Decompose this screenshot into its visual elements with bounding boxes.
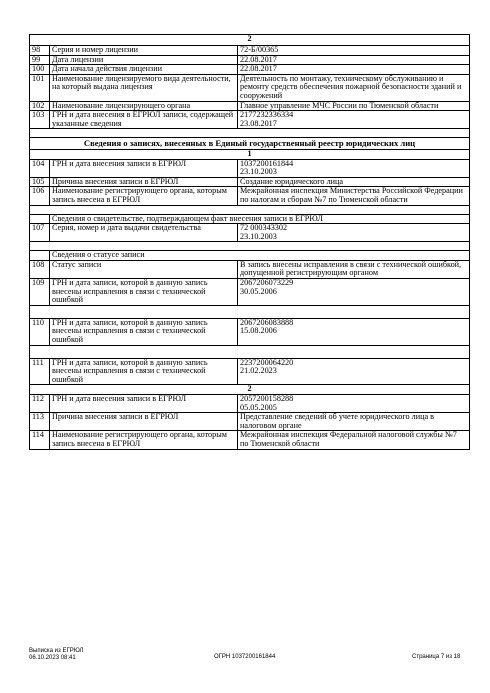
field-value: Представление сведений об учете юридического лица в налоговом органе bbox=[238, 413, 470, 431]
row-number: 104 bbox=[30, 159, 50, 177]
footer-ogrn: ОГРН 1037200161844 bbox=[214, 654, 276, 660]
table-row bbox=[30, 74, 470, 101]
date-value: 23.10.2003 bbox=[240, 167, 277, 177]
field-name: Наименование лицензируемого вида деятельности, на который выдана лицензия bbox=[50, 74, 238, 101]
field-name: ГРН и дата внесения записи в ЕГРЮЛ bbox=[50, 395, 238, 413]
field-value bbox=[238, 279, 470, 306]
field-name: Причина внесения записи в ЕГРЮЛ bbox=[50, 177, 238, 187]
date-value: 23.10.2003 bbox=[240, 231, 277, 241]
field-value bbox=[238, 224, 470, 242]
table-row bbox=[30, 358, 470, 385]
date-value: 05.05.2005 bbox=[240, 402, 277, 412]
field-name: ГРН и дата внесения записи в ЕГРЮЛ bbox=[50, 159, 238, 177]
field-value: Создание юридического лица bbox=[238, 177, 470, 187]
grn-value: 2237200064220 bbox=[240, 358, 294, 367]
table-row bbox=[30, 46, 470, 56]
row-number: 101 bbox=[30, 74, 50, 101]
table-row bbox=[30, 431, 470, 449]
subsection-title: Сведения о статусе записи bbox=[50, 251, 470, 261]
records-table bbox=[29, 34, 470, 450]
record-header-row bbox=[30, 35, 470, 46]
table-row bbox=[30, 111, 470, 129]
row-number: 98 bbox=[30, 46, 50, 56]
row-number: 113 bbox=[30, 413, 50, 431]
row-number: 100 bbox=[30, 65, 50, 75]
footer-doc-datetime: 06.10.2023 08:41 bbox=[29, 654, 76, 661]
record-number: 2 bbox=[30, 35, 470, 46]
table-row bbox=[30, 413, 470, 431]
row-number: 109 bbox=[30, 279, 50, 306]
field-value bbox=[238, 159, 470, 177]
field-name: Статус записи bbox=[50, 260, 238, 278]
subsection-title: Сведения о свидетельстве, подтверждающем факт внесения записи в ЕГРЮЛ bbox=[50, 214, 470, 224]
date-value: 30.05.2006 bbox=[240, 286, 277, 296]
field-name: Наименование лицензирующего органа bbox=[50, 101, 238, 111]
record-header-row bbox=[30, 149, 470, 159]
field-name: Дата лицензии bbox=[50, 55, 238, 65]
grn-value: 2177232336334 bbox=[240, 110, 294, 120]
table-row bbox=[30, 65, 470, 75]
field-value: Межрайонная инспекция Федеральной налоговой службы №7 по Тюменской области bbox=[238, 431, 470, 449]
field-name: Наименование регистрирующего органа, которым запись внесена в ЕГРЮЛ bbox=[50, 187, 238, 205]
spacer-row bbox=[30, 345, 470, 358]
grn-value: 2067206083888 bbox=[240, 318, 294, 327]
spacer-row bbox=[30, 305, 470, 318]
date-value: 23.08.2017 bbox=[240, 118, 277, 128]
footer-doc-title: Выписка из ЕГРЮЛ bbox=[29, 648, 84, 654]
field-name: Серия, номер и дата выдачи свидетельства bbox=[50, 224, 238, 242]
row-number: 106 bbox=[30, 187, 50, 205]
egrul-extract-sheet bbox=[29, 34, 469, 450]
row-number: 111 bbox=[30, 358, 50, 385]
row-number: 112 bbox=[30, 395, 50, 413]
field-name: ГРН и дата записи, которой в данную запись внесены исправления в связи с технической ошибкой bbox=[50, 358, 238, 385]
date-value: 21.02.2023 bbox=[240, 366, 277, 376]
table-row bbox=[30, 395, 470, 413]
certificate-number: 72 000343302 bbox=[240, 223, 288, 233]
row-number: 114 bbox=[30, 431, 50, 449]
subsection-row bbox=[30, 214, 470, 224]
row-number: 105 bbox=[30, 177, 50, 187]
date-value: 15.08.2006 bbox=[240, 326, 277, 336]
field-value: Межрайонная инспекция Министерства Российской Федерации по налогам и сборам №7 по Тюменской области bbox=[238, 187, 470, 205]
field-name: ГРН и дата записи, которой в данную запись внесены исправления в связи с технической ошибкой bbox=[50, 318, 238, 345]
row-number: 102 bbox=[30, 101, 50, 111]
table-row bbox=[30, 101, 470, 111]
grn-value: 2067206073229 bbox=[240, 278, 294, 288]
field-name: Причина внесения записи в ЕГРЮЛ bbox=[50, 413, 238, 431]
table-row bbox=[30, 177, 470, 187]
table-row bbox=[30, 224, 470, 242]
field-value bbox=[238, 318, 470, 345]
footer-doc-info bbox=[29, 648, 83, 661]
row-number: 99 bbox=[30, 55, 50, 65]
row-number: 110 bbox=[30, 318, 50, 345]
row-number: 108 bbox=[30, 260, 50, 278]
record-header-row bbox=[30, 385, 470, 395]
table-row bbox=[30, 318, 470, 345]
field-value: 72-Б/00365 bbox=[238, 46, 470, 56]
field-value bbox=[238, 358, 470, 385]
field-name: Наименование регистрирующего органа, которым запись внесена в ЕГРЮЛ bbox=[50, 431, 238, 449]
field-name: ГРН и дата внесения в ЕГРЮЛ записи, содержащей указанные сведения bbox=[50, 111, 238, 129]
table-row bbox=[30, 279, 470, 306]
field-name: Дата начала действия лицензии bbox=[50, 65, 238, 75]
spacer-row bbox=[30, 205, 470, 214]
field-value: 22.08.2017 bbox=[238, 65, 470, 75]
row-number: 107 bbox=[30, 224, 50, 242]
table-row bbox=[30, 159, 470, 177]
spacer-row bbox=[30, 129, 470, 138]
section-header-row bbox=[30, 138, 470, 150]
grn-value: 1037200161844 bbox=[240, 159, 294, 168]
record-number: 2 bbox=[30, 385, 470, 395]
field-name: Серия и номер лицензии bbox=[50, 46, 238, 56]
field-value: 22.08.2017 bbox=[238, 55, 470, 65]
subsection-row bbox=[30, 251, 470, 261]
section-title: Сведения о записях, внесенных в Единый государственный реестр юридических лиц bbox=[30, 138, 470, 150]
footer-page-number: Страница 7 из 18 bbox=[412, 654, 461, 660]
table-row bbox=[30, 187, 470, 205]
record-number: 1 bbox=[30, 149, 470, 159]
field-value: Деятельность по монтажу, техническому обслуживанию и ремонту средств обеспечения пожарной безопасности зданий и сооружений bbox=[238, 74, 470, 101]
field-name: ГРН и дата записи, которой в данную запись внесены исправления в связи с технической ошибкой bbox=[50, 279, 238, 306]
grn-value: 2057200158288 bbox=[240, 394, 294, 403]
field-value bbox=[238, 395, 470, 413]
table-row bbox=[30, 260, 470, 278]
field-value: В запись внесены исправления в связи с технической ошибкой, допущенной регистрирующим органом bbox=[238, 260, 470, 278]
spacer-row bbox=[30, 242, 470, 251]
field-value bbox=[238, 111, 470, 129]
table-row bbox=[30, 55, 470, 65]
row-number: 103 bbox=[30, 111, 50, 129]
field-value: Главное управление МЧС России по Тюменской области bbox=[238, 101, 470, 111]
